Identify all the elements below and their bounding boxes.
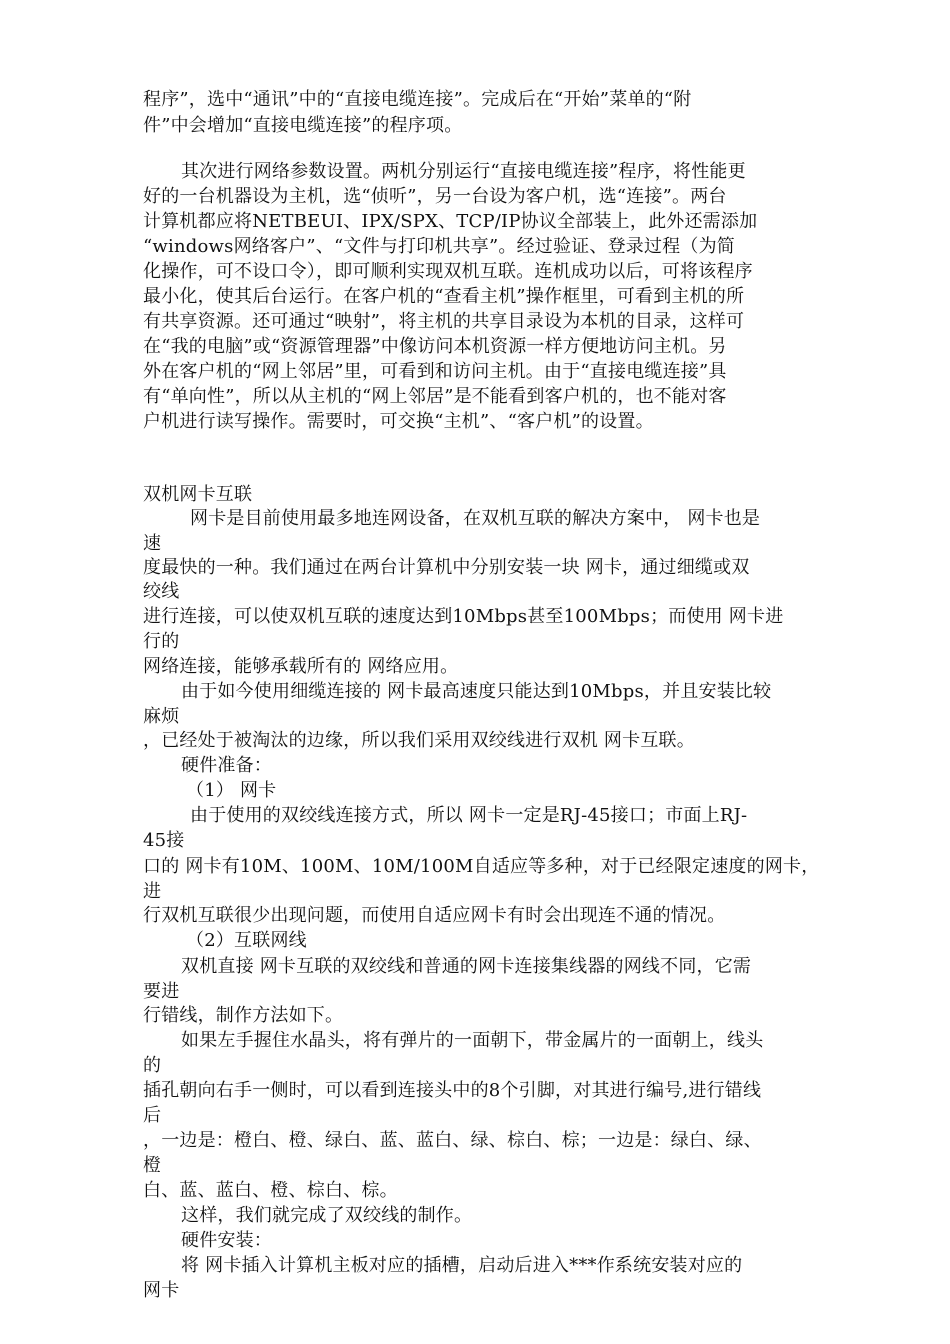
text-line: 行双机互联很少出现问题，而使用自适应网卡有时会出现连不通的情况。 xyxy=(143,905,726,926)
text-line: 件”中会增加“直接电缆连接”的程序项。 xyxy=(143,115,463,136)
text-line: 在“我的电脑”或“资源管理器”中像访问本机资源一样方便地访问主机。另 xyxy=(143,336,727,357)
text-line: “windows网络客户”、“文件与打印机共享”。经过验证、登录过程（为简 xyxy=(143,236,735,257)
text-line: 网络连接，能够承载所有的 网络应用。 xyxy=(143,656,459,677)
text-line: 行的 xyxy=(143,631,180,652)
text-line: 后 xyxy=(143,1105,162,1126)
text-line: 行错线，制作方法如下。 xyxy=(143,1005,344,1026)
text-line: （1） 网卡 xyxy=(186,780,277,801)
text-line: 白、蓝、蓝白、橙、棕白、棕。 xyxy=(143,1180,398,1201)
text-line: 45接 xyxy=(143,830,185,851)
text-line: 有共享资源。还可通过“映射”，将主机的共享目录设为本机的目录，这样可 xyxy=(143,311,745,332)
text-line: 口的 网卡有10M、100M、10M/100M自适应等多种，对于已经限定速度的网卡， xyxy=(143,856,820,877)
text-line: （2）互联网线 xyxy=(186,930,307,951)
text-line: 计算机都应将NETBEUI、IPX/SPX、TCP/IP协议全部装上，此外还需添加 xyxy=(143,211,758,232)
text-line: 进 xyxy=(143,881,162,902)
text-line: 硬件准备： xyxy=(181,755,272,776)
text-line: 速 xyxy=(143,533,162,554)
text-line: 户机进行读写操作。需要时，可交换“主机”、“客户机”的设置。 xyxy=(143,411,654,432)
text-line: 如果左手握住水晶头，将有弹片的一面朝下，带金属片的一面朝上，线头 xyxy=(181,1030,764,1051)
text-line: 这样，我们就完成了双绞线的制作。 xyxy=(181,1205,473,1226)
text-line: 化操作，可不设口令），即可顺利实现双机互联。连机成功以后，可将该程序 xyxy=(143,261,753,282)
text-line: 度最快的一种。我们通过在两台计算机中分别安装一块 网卡，通过细缆或双 xyxy=(143,557,750,578)
text-line: 由于如今使用细缆连接的 网卡最高速度只能达到10Mbps，并且安装比较 xyxy=(181,681,772,702)
text-line: 由于使用的双绞线连接方式，所以 网卡一定是RJ-45接口；市面上RJ- xyxy=(190,805,748,826)
text-line: 将 网卡插入计算机主板对应的插槽，启动后进入***作系统安装对应的 xyxy=(181,1255,743,1276)
text-line: ，已经处于被淘汰的边缘，所以我们采用双绞线进行双机 网卡互联。 xyxy=(143,730,695,751)
text-line: 网卡 xyxy=(143,1280,180,1301)
text-line: 要进 xyxy=(143,981,180,1002)
text-line: 的 xyxy=(143,1055,162,1076)
text-line: 好的一台机器设为主机，选“侦听”，另一台设为客户机，选“连接”。两台 xyxy=(143,186,727,207)
text-line: 麻烦 xyxy=(143,706,180,727)
text-line: 外在客户机的“网上邻居”里，可看到和访问主机。由于“直接电缆连接”具 xyxy=(143,361,727,382)
text-line: 插孔朝向右手一侧时，可以看到连接头中的8个引脚，对其进行编号,进行错线 xyxy=(143,1080,762,1101)
text-line: 绞线 xyxy=(143,581,180,602)
text-line: 其次进行网络参数设置。两机分别运行“直接电缆连接”程序，将性能更 xyxy=(181,161,746,182)
text-line: 进行连接，可以使双机互联的速度达到10Mbps甚至100Mbps；而使用 网卡进 xyxy=(143,606,784,627)
text-line: 最小化，使其后台运行。在客户机的“查看主机”操作框里，可看到主机的所 xyxy=(143,286,745,307)
text-line: 橙 xyxy=(143,1155,162,1176)
text-line: ，一边是：橙白、橙、绿白、蓝、蓝白、绿、棕白、棕；一边是：绿白、绿、 xyxy=(143,1130,762,1151)
text-line: 双机直接 网卡互联的双绞线和普通的网卡连接集线器的网线不同，它需 xyxy=(181,956,752,977)
text-line: 网卡是目前使用最多地连网设备，在双机互联的解决方案中， 网卡也是 xyxy=(190,508,761,529)
text-line: 程序”，选中“通讯”中的“直接电缆连接”。完成后在“开始”菜单的“附 xyxy=(143,89,692,110)
text-line: 硬件安装： xyxy=(181,1230,272,1251)
section-title: 双机网卡互联 xyxy=(143,484,253,505)
text-line: 有“单向性”，所以从主机的“网上邻居”是不能看到客户机的，也不能对客 xyxy=(143,386,727,407)
